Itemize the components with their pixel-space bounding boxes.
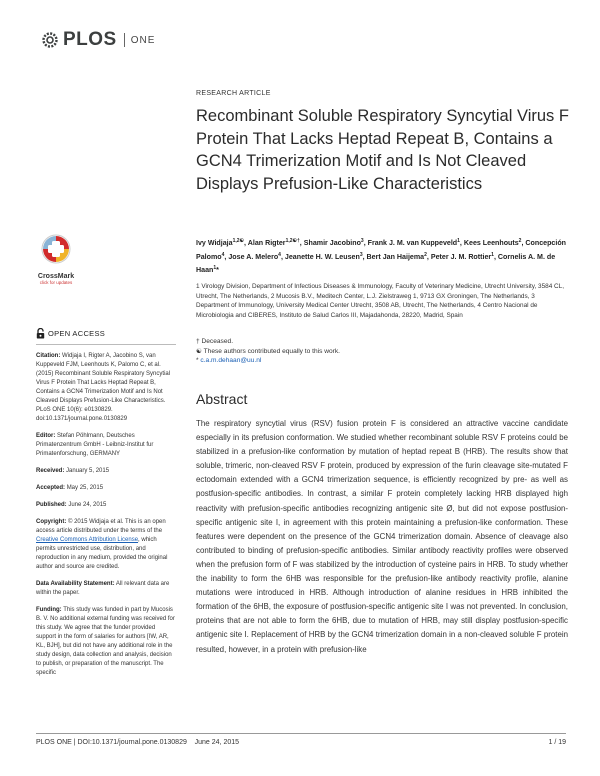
author-separator: , bbox=[493, 252, 498, 261]
cc-license-link[interactable]: Creative Commons Attribution License bbox=[36, 537, 139, 543]
data-availability: Data Availability Statement: All relevant data are within the paper. bbox=[36, 581, 170, 596]
author-affiliation-marker: 2 bbox=[518, 238, 522, 244]
author-notes bbox=[196, 337, 556, 366]
open-access-label: OPEN ACCESS bbox=[48, 329, 106, 338]
author-affiliation-marker: 1 bbox=[213, 265, 217, 271]
author-affiliation-marker: 1 bbox=[457, 238, 460, 244]
author-affiliation-marker: 2 bbox=[424, 251, 427, 258]
author-separator: , bbox=[521, 239, 526, 247]
author-affiliation-marker: 1,2☯† bbox=[285, 238, 300, 244]
page-number: 1 / 19 bbox=[548, 739, 566, 746]
author-name: Peter J. M. Rottier bbox=[430, 252, 492, 261]
funding: Funding: This study was funded in part by Mucosis B. V. No additional external funding was received for this study. We agree that the funder provided support in the form of salaries for authors [IW, AR, KL, BJH], but did not have any additional role in the study design, data collection and analysis, decision to publish, or preparation of the manuscript. The specific bbox=[36, 607, 175, 676]
author-name: Jeanette H. W. Leusen bbox=[284, 252, 360, 261]
footer-divider bbox=[36, 733, 566, 734]
copyright: Copyright: © 2015 Widjaja et al. This is an open access article distributed under the terms of the Creative Commons Attribution License, which permits unrestricted use, distribution, and reproduction in any medium, provided the original author and source are credited. bbox=[36, 519, 168, 570]
accepted-date: Accepted: May 25, 2015 bbox=[36, 485, 104, 491]
author-list bbox=[196, 236, 576, 277]
abstract-text: The respiratory syncytial virus (RSV) fusion protein F is considered an attractive vaccine candidate especially in its prefusion conformation. We studied whether recombinant soluble RSV F proteins could be stabilized in a prefusion-like conformation by mutation of heptad repeat B (HRB). The results show that soluble, trimeric, non-cleaved RSV F protein, produced by expression of the furin cleavage site-mutated F ectodomain extended with a GCN4 trimerization sequence, is efficiently recognized by pre- as well as postfusion-specific antibodies. In contrast, a similar F protein completely lacking HRB displayed high reactivity with prefusion-specific antibodies recognizing antigenic site Ø, but did not expose postfusion-specific antigenic site I, in agreement with this protein maintaining a prefusion-like conformation. These features were dependent on the presence of the GCN4 trimerization domain. Absence of cleavage also contributed to binding of prefusion-specific antibodies. Similar antibody reactivity profiles were observed when the prefusion form of F was stabilized by the introduction of cysteine pairs in HRB. To study whether the inability to form the 6HB was responsible for the prefusion-like antibody reactivity profile, alanine mutations were introduced in HRB. Although introduction of alanine residues in HRB inhibited the formation of the 6HB, the exposure of postfusion-specific antigenic site I was not prevented. In conclusion, proteins that are not able to form the 6HB, due to mutation of HRB, may still display postfusion-specific antigenic site I. Replacement of HRB by the GCN4 trimerization domain in a non-cleaved soluble F protein resulted, however, in a protein with prefusion-like bbox=[196, 419, 568, 654]
received-date: Received: January 5, 2015 bbox=[36, 468, 110, 474]
author-name: Frank J. M. van Kuppeveld bbox=[367, 239, 458, 247]
author-affiliation-marker: 3 bbox=[359, 251, 363, 258]
note-deceased: † Deceased. bbox=[196, 338, 234, 345]
author-name: Jose A. Melero bbox=[228, 252, 279, 261]
author-separator: * bbox=[216, 266, 219, 274]
author-affiliation-marker: 4 bbox=[221, 251, 225, 258]
abstract-heading: Abstract bbox=[196, 391, 248, 407]
article-title: Recombinant Soluble Respiratory Syncytial Virus F Protein That Lacks Heptad Repeat B, Contains a GCN4 Trimerization Motif and Is Not Cleaved Displays Prefusion-Like Characteristics bbox=[196, 107, 569, 193]
author-name: Kees Leenhouts bbox=[463, 239, 519, 247]
citation: Citation: Widjaja I, Rigter A, Jacobino S, van Kuppeveld FJM, Leenhouts K, Palomo C, et al. (2015) Recombinant Soluble Respiratory Syncytial Virus F Protein That Lacks Heptad Repeat B, Contains a GCN4 Trimerization Motif and Is Not Cleaved Displays Prefusion-Like Characteristics. PLoS ONE 10(6): e0130829. doi:10.1371/journal.pone.0130829 bbox=[36, 353, 171, 422]
logo-journal: ONE bbox=[130, 34, 156, 46]
footer-citation: PLOS ONE | DOI:10.1371/journal.pone.0130829 June 24, 2015 bbox=[36, 739, 240, 746]
author-name: Cornelis A. M. de Haan bbox=[196, 252, 556, 274]
open-lock-icon bbox=[36, 328, 45, 339]
editor: Editor: Stefan Pöhlmann, Deutsches Primatenzentrum GmbH - Leibniz-Institut fur Primatenforschung, GERMANY bbox=[36, 433, 154, 457]
author-separator: , bbox=[362, 252, 367, 261]
logo-divider bbox=[124, 33, 125, 47]
page-footer bbox=[36, 733, 566, 749]
author-separator: , bbox=[426, 252, 431, 261]
author-name: Concepción Palomo bbox=[196, 239, 567, 261]
affiliations: 1 Virology Division, Department of Infectious Diseases & Immunology, Faculty of Veterinary Medicine, Utrecht University, 3584 CL, Utrecht, The Netherlands, 2 Mucosis B.V., Meditech Center, L.J. Zielstraweg 1, 9713 GX Groningen, The Netherlands, 3 Department of Immunology, University Medical Center Utrecht, 3508 AB, Utrecht, The Netherlands, 4 Centro Nacional de Microbiologia and CIBERES, Instituto de Salud Carlos III, Majadahonda, 28220, Madrid, Spain bbox=[196, 283, 564, 320]
author-affiliation-marker: 1,2☯ bbox=[232, 238, 245, 244]
logo-brand: PLOS bbox=[63, 29, 117, 50]
author-separator: , bbox=[244, 239, 248, 247]
author-separator: , bbox=[363, 239, 368, 247]
metadata-divider bbox=[36, 344, 176, 345]
crossmark-sub: click for updates bbox=[39, 280, 73, 285]
author-name: Ivy Widjaja bbox=[196, 239, 233, 247]
crossmark-badge[interactable] bbox=[36, 232, 76, 285]
plos-gear-icon bbox=[40, 30, 60, 50]
corresponding-email[interactable]: c.a.m.dehaan@uu.nl bbox=[200, 357, 262, 364]
note-equal-contribution: ☯ These authors contributed equally to this work. bbox=[196, 347, 340, 355]
plos-one-logo[interactable] bbox=[40, 29, 155, 51]
author-affiliation-marker: 3 bbox=[360, 238, 364, 244]
crossmark-label: CrossMark bbox=[37, 273, 75, 280]
note-correspondence: * c.a.m.dehaan@uu.nl bbox=[196, 357, 262, 364]
author-name: Alan Rigter bbox=[247, 239, 286, 247]
published-date: Published: June 24, 2015 bbox=[36, 502, 107, 508]
author-affiliation-marker: 1 bbox=[491, 251, 494, 258]
author-name: Shamir Jacobino bbox=[303, 239, 361, 247]
author-affiliation-marker: 4 bbox=[278, 251, 281, 258]
crossmark-icon bbox=[36, 232, 76, 270]
author-separator: , bbox=[299, 239, 304, 247]
author-separator: , bbox=[224, 252, 229, 261]
article-metadata bbox=[36, 344, 176, 686]
author-name: Bert Jan Haijema bbox=[366, 252, 425, 261]
author-separator: , bbox=[280, 252, 285, 261]
author-separator: , bbox=[459, 239, 464, 247]
open-access-badge bbox=[36, 328, 105, 339]
article-type: RESEARCH ARTICLE bbox=[196, 90, 271, 97]
